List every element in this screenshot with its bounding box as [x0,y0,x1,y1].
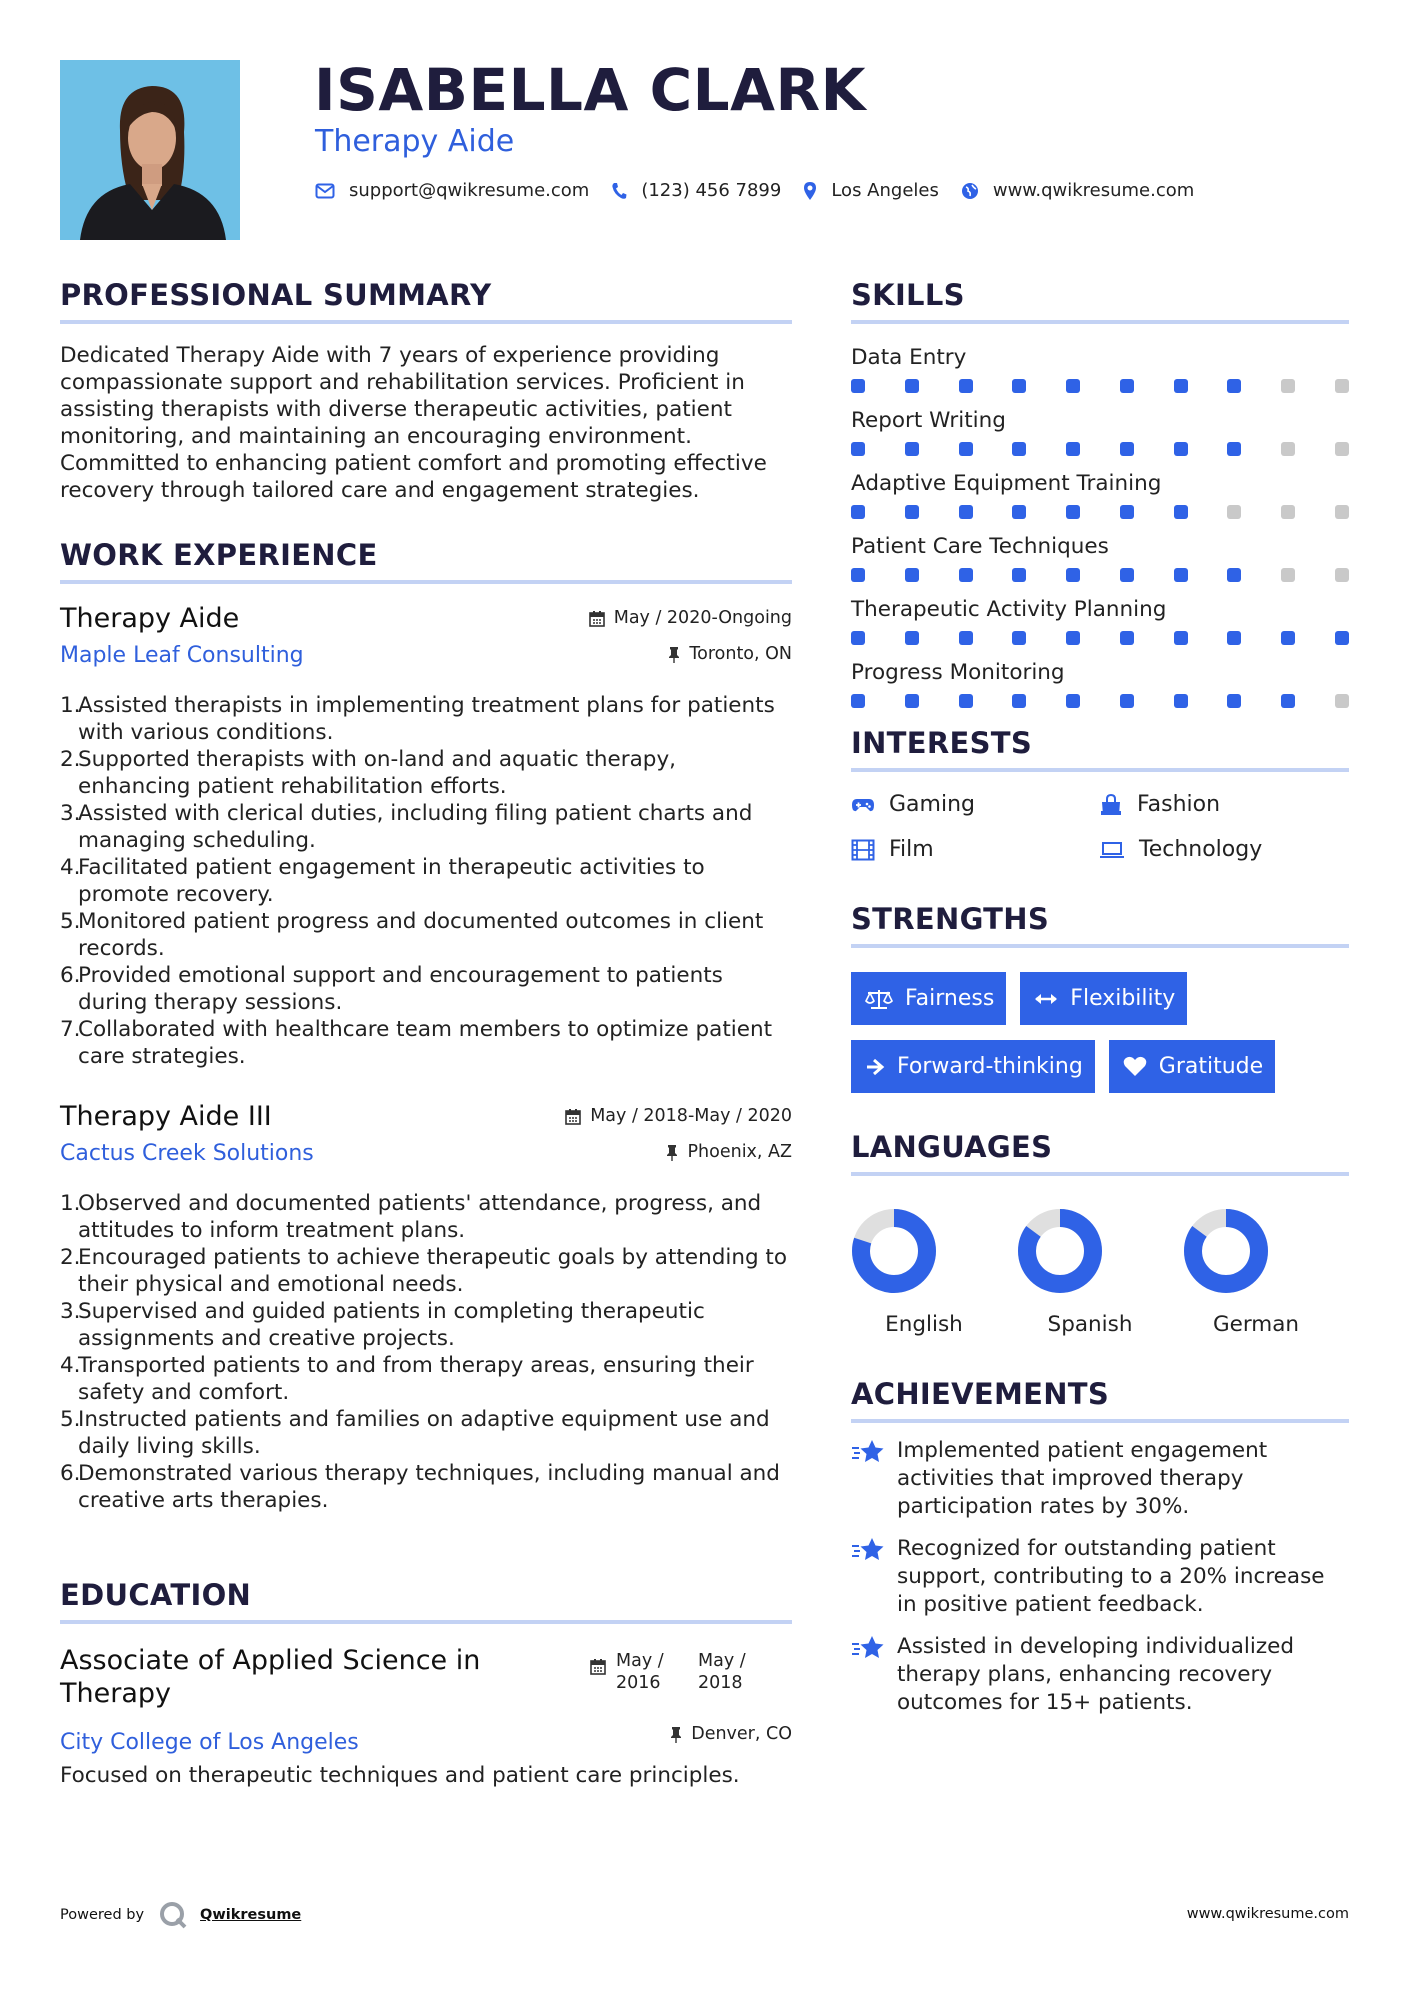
list-item: 4. Facilitated patient engagement in therapeutic activities to promote recovery. [60,855,705,907]
summary-section [60,278,792,504]
language-name: English [885,1312,963,1337]
rating-dot-filled [1012,442,1026,456]
language-proficiency-ring [1183,1208,1269,1294]
rating-dot-filled [1066,442,1080,456]
education-end: May / 2018 [698,1651,746,1693]
interest-item [851,792,1099,817]
rating-dot-filled [959,694,973,708]
contact-phone[interactable] [611,180,781,201]
rating-dot-filled [1120,631,1134,645]
skill-name: Therapeutic Activity Planning [851,597,1167,622]
achievement-item [851,1633,1349,1717]
pushpin-icon [670,1726,682,1743]
rating-dot-filled [1066,694,1080,708]
rating-dot-filled [905,694,919,708]
list-item: 5. Monitored patient progress and documented outcomes in client records. [60,909,764,961]
education-description: Focused on therapeutic techniques and patient care principles. [60,1763,740,1788]
rating-dot-filled [1066,631,1080,645]
interest-label: Gaming [889,792,975,817]
rating-dot-empty [1335,505,1349,519]
section-divider [851,1419,1349,1423]
interest-item [1099,792,1349,817]
school-name: City College of Los Angeles [60,1730,359,1755]
job-dates-text: May / 2018-May / 2020 [590,1106,792,1126]
rating-dot-filled [1227,442,1241,456]
skill-rating [851,505,1349,519]
interests-section [851,726,1349,862]
job-duties [60,692,792,1070]
rating-dot-empty [1281,568,1295,582]
list-item: 6. Provided emotional support and encouragement to patients during therapy sessions. [60,963,723,1015]
strength-chip [851,1040,1095,1093]
globe-icon [961,182,979,200]
laptop-icon [1099,841,1125,859]
list-item: 4. Transported patients to and from therapy areas, ensuring their safety and comfort. [60,1353,754,1405]
job-duties [60,1190,792,1514]
language-item [1183,1208,1349,1337]
skill-rating [851,379,1349,393]
section-heading: EDUCATION [60,1578,252,1612]
rating-dot-empty [1335,568,1349,582]
shopping-bag-icon [1099,794,1123,816]
phone-icon [611,182,627,200]
envelope-icon [315,183,335,199]
achievement-text: Implemented patient engagement activities that improved therapy participation rates by 30%. [897,1438,1268,1519]
skill-rating [851,694,1349,708]
rating-dot-filled [1174,505,1188,519]
strength-label: Forward-thinking [897,1054,1083,1079]
rating-dot-empty [1335,442,1349,456]
pushpin-icon [668,646,680,663]
qwikresume-logo-icon [158,1900,188,1930]
footer-url[interactable]: www.qwikresume.com [1186,1906,1349,1922]
rating-dot-filled [1066,505,1080,519]
rating-dot-filled [851,631,865,645]
website-text: www.qwikresume.com [992,180,1195,201]
film-icon [851,839,875,861]
rating-dot-filled [1120,568,1134,582]
rating-dot-filled [1066,568,1080,582]
skill-name: Data Entry [851,345,967,370]
language-name: Spanish [1047,1312,1133,1337]
rating-dot-filled [1174,442,1188,456]
job-title: Therapy Aide III [60,1101,272,1132]
section-divider [851,320,1349,324]
achievement-item [851,1535,1349,1619]
list-item: 2. Supported therapists with on-land and aquatic therapy, enhancing patient rehabilitation efforts. [60,747,677,799]
right-column [851,278,1349,1717]
strength-chip [1109,1040,1275,1093]
job-location [666,1142,792,1162]
rating-dot-filled [1174,631,1188,645]
language-proficiency-ring [851,1208,937,1294]
section-heading: WORK EXPERIENCE [60,538,378,572]
rating-dot-filled [1012,379,1026,393]
rating-dot-filled [1281,631,1295,645]
strength-label: Gratitude [1158,1054,1264,1079]
candidate-title: Therapy Aide [315,124,515,159]
profile-photo [60,60,240,240]
interest-label: Technology [1139,837,1263,862]
powered-by-text: Powered by [60,1907,145,1923]
email-text: support@qwikresume.com [349,180,590,201]
star-icon [851,1635,885,1661]
rating-dot-empty [1281,379,1295,393]
education-location [670,1724,792,1744]
strength-chip [1020,972,1187,1025]
section-heading: ACHIEVEMENTS [851,1377,1110,1411]
rating-dot-filled [905,505,919,519]
list-item: 1. Assisted therapists in implementing treatment plans for patients with various conditions. [60,693,775,745]
rating-dot-filled [851,505,865,519]
experience-section [60,538,792,1514]
arrows-horizontal-icon [1034,992,1058,1006]
job-title: Therapy Aide [60,603,240,634]
section-divider [60,320,792,324]
section-heading: INTERESTS [851,726,1033,760]
section-heading: LANGUAGES [851,1130,1053,1164]
strength-label: Fairness [905,986,995,1011]
rating-dot-filled [1066,379,1080,393]
rating-dot-filled [905,379,919,393]
rating-dot-empty [1281,442,1295,456]
skills-list [851,344,1349,708]
degree-title: Associate of Applied Science in Therapy [60,1645,481,1709]
skills-section [851,278,1349,708]
achievement-text: Recognized for outstanding patient support, contributing to a 20% increase in positive patient feedback. [897,1536,1325,1617]
rating-dot-filled [905,442,919,456]
section-divider [851,1172,1349,1176]
education-location-text: Denver, CO [691,1724,792,1744]
rating-dot-filled [1012,631,1026,645]
pushpin-icon [666,1144,678,1161]
phone-text: (123) 456 7899 [641,180,782,201]
skill-rating [851,568,1349,582]
list-item: 3. Assisted with clerical duties, including filing patient charts and managing scheduling. [60,801,753,853]
job-location-text: Toronto, ON [689,644,792,664]
contact-bar [315,180,1216,201]
rating-dot-filled [959,505,973,519]
education-start: May / 2016 [616,1651,664,1693]
rating-dot-filled [1120,505,1134,519]
skill-name: Patient Care Techniques [851,534,1109,559]
job-entry [60,1100,792,1514]
rating-dot-filled [1120,379,1134,393]
map-pin-icon [803,181,817,201]
interest-label: Film [889,837,934,862]
rating-dot-empty [1281,505,1295,519]
rating-dot-filled [1012,694,1026,708]
rating-dot-filled [959,631,973,645]
rating-dot-filled [1227,568,1241,582]
left-column [60,278,792,1789]
interest-item [851,837,1099,862]
rating-dot-filled [851,379,865,393]
section-divider [60,580,792,584]
contact-website[interactable] [961,180,1194,201]
languages-section [851,1130,1349,1337]
footer-branding [60,1900,301,1930]
rating-dot-filled [905,568,919,582]
skill-rating [851,442,1349,456]
education-dates [590,1650,758,1694]
section-divider [60,1620,792,1624]
rating-dot-filled [1174,379,1188,393]
rating-dot-filled [959,379,973,393]
list-item: 5. Instructed patients and families on adaptive equipment use and daily living skills. [60,1407,770,1459]
skill-rating [851,631,1349,645]
strength-label: Flexibility [1070,986,1176,1011]
rating-dot-filled [1335,631,1349,645]
list-item: 3. Supervised and guided patients in completing therapeutic assignments and creative projects. [60,1299,705,1351]
job-location-text: Phoenix, AZ [687,1142,792,1162]
rating-dot-filled [1120,442,1134,456]
job-dates [589,608,792,628]
calendar-icon [589,610,605,627]
arrow-right-icon [865,1058,885,1076]
list-item: 1. Observed and documented patients' attendance, progress, and attitudes to inform treatment plans. [60,1191,762,1243]
qwikresume-link[interactable]: Qwikresume [200,1907,302,1923]
list-item: 7. Collaborated with healthcare team members to optimize patient care strategies. [60,1017,773,1069]
contact-location [803,180,939,201]
job-location [668,644,792,664]
rating-dot-filled [959,442,973,456]
interest-label: Fashion [1137,792,1221,817]
strengths-section [851,902,1349,1108]
language-proficiency-ring [1017,1208,1103,1294]
heart-icon [1123,1056,1147,1077]
rating-dot-filled [1174,694,1188,708]
list-item: 6. Demonstrated various therapy techniques, including manual and creative arts therapies. [60,1461,780,1513]
section-divider [851,944,1349,948]
job-dates [565,1106,792,1126]
section-heading: SKILLS [851,278,965,312]
calendar-icon [590,1658,606,1675]
education-section [60,1578,792,1789]
contact-email[interactable] [315,180,589,201]
interest-item [1099,837,1349,862]
rating-dot-filled [1120,694,1134,708]
rating-dot-filled [1227,379,1241,393]
rating-dot-filled [905,631,919,645]
location-text: Los Angeles [831,180,939,201]
rating-dot-empty [1335,379,1349,393]
section-heading: PROFESSIONAL SUMMARY [60,278,492,312]
rating-dot-filled [959,568,973,582]
rating-dot-filled [1012,568,1026,582]
skill-name: Adaptive Equipment Training [851,471,1162,496]
rating-dot-empty [1227,505,1241,519]
star-icon [851,1439,885,1465]
language-item [1017,1208,1183,1337]
list-item: 2. Encouraged patients to achieve therapeutic goals by attending to their physical and emotional needs. [60,1245,788,1297]
job-company: Maple Leaf Consulting [60,643,304,668]
achievement-text: Assisted in developing individualized therapy plans, enhancing recovery outcomes for 15+ patients. [897,1634,1295,1715]
languages-list [851,1208,1349,1337]
achievements-section [851,1377,1349,1717]
balance-scale-icon [865,988,893,1010]
skill-name: Report Writing [851,408,1006,433]
rating-dot-filled [851,694,865,708]
strength-chip [851,972,1006,1025]
language-item [851,1208,1017,1337]
section-divider [851,768,1349,772]
job-entry [60,602,792,1070]
calendar-icon [565,1108,581,1125]
rating-dot-filled [1012,505,1026,519]
skill-name: Progress Monitoring [851,660,1065,685]
job-dates-text: May / 2020-Ongoing [613,608,792,628]
rating-dot-filled [1227,694,1241,708]
rating-dot-filled [1281,694,1295,708]
job-company: Cactus Creek Solutions [60,1141,314,1166]
rating-dot-filled [1227,631,1241,645]
achievement-item [851,1437,1349,1521]
rating-dot-filled [851,442,865,456]
rating-dot-filled [851,568,865,582]
rating-dot-filled [1174,568,1188,582]
star-icon [851,1537,885,1563]
language-name: German [1212,1312,1300,1337]
section-heading: STRENGTHS [851,902,1050,936]
candidate-name: ISABELLA CLARK [314,56,867,124]
gamepad-icon [851,797,875,813]
summary-text: Dedicated Therapy Aide with 7 years of experience providing compassionate support and rehabilitation services. Proficient in assisting therapists with diverse therapeutic activities, patient monitoring, and maintaining an encouraging environment. Committed to enhancing patient comfort and promoting effective recovery through tailored care and engagement strategies. [60,343,767,503]
rating-dot-empty [1335,694,1349,708]
